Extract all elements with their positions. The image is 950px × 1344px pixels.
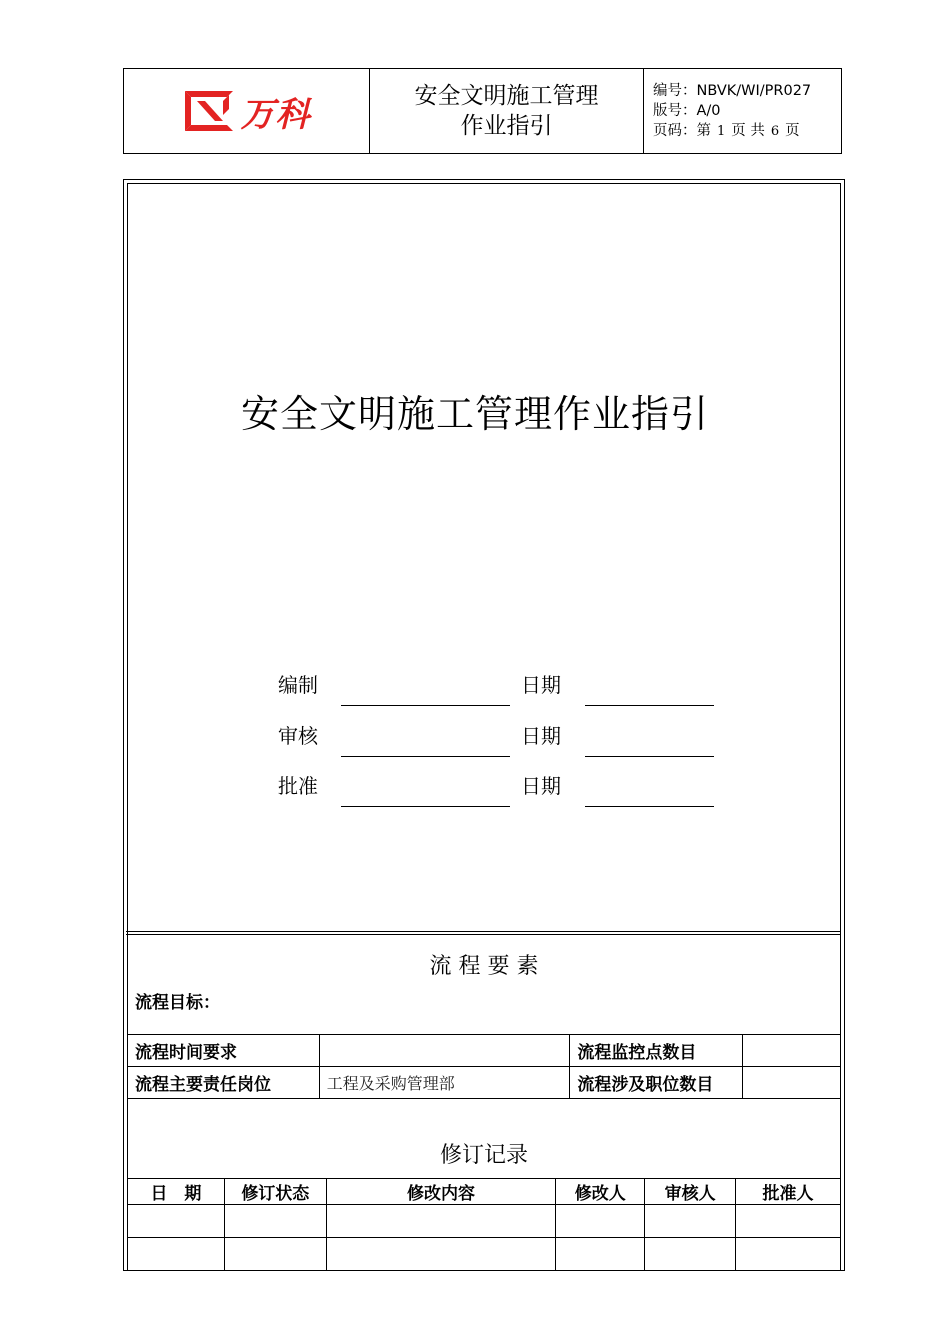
- col-date: 日 期: [128, 1179, 225, 1205]
- sign-line-approve[interactable]: [341, 806, 510, 807]
- col-status: 修订状态: [224, 1179, 326, 1205]
- header-title: [370, 69, 644, 153]
- sign-line-review[interactable]: [341, 756, 510, 757]
- revision-cell[interactable]: [326, 1205, 556, 1238]
- doc-version: 版号：A/0: [653, 103, 721, 119]
- sign-role-review: 审核: [278, 724, 318, 748]
- logo-wordmark: 万科: [240, 94, 311, 135]
- process-goal-label: 流程目标：: [135, 993, 220, 1013]
- sign-role-compile: 编制: [278, 673, 318, 697]
- revision-cell[interactable]: [128, 1238, 225, 1271]
- revision-cell[interactable]: [556, 1238, 645, 1271]
- col-content: 修改内容: [326, 1179, 556, 1205]
- header-meta: [644, 69, 841, 153]
- section-divider-bottom: [126, 934, 840, 935]
- sign-date-label-review: 日期: [521, 724, 561, 748]
- time-requirement-label: 流程时间要求: [128, 1035, 320, 1067]
- revision-cell[interactable]: [736, 1205, 841, 1238]
- col-modifier: 修改人: [556, 1179, 645, 1205]
- positions-count-value[interactable]: [743, 1067, 841, 1099]
- responsible-post-value[interactable]: 工程及采购管理部: [319, 1067, 570, 1099]
- table-row: [128, 1205, 841, 1238]
- revision-header-row: [128, 1179, 841, 1205]
- monitor-points-label: 流程监控点数目: [570, 1035, 743, 1067]
- col-approver: 批准人: [736, 1179, 841, 1205]
- table-row: [128, 1067, 841, 1099]
- col-reviewer: 审核人: [645, 1179, 736, 1205]
- process-info-table: [127, 1034, 841, 1099]
- company-logo: [124, 69, 370, 153]
- positions-count-label: 流程涉及职位数目: [570, 1067, 743, 1099]
- revision-title: 修订记录: [439, 1143, 528, 1168]
- time-requirement-value[interactable]: [319, 1035, 570, 1067]
- revision-cell[interactable]: [326, 1238, 556, 1271]
- responsible-post-label: 流程主要责任岗位: [128, 1067, 320, 1099]
- revision-cell[interactable]: [224, 1205, 326, 1238]
- sign-date-label-approve: 日期: [521, 774, 561, 798]
- revision-cell[interactable]: [645, 1238, 736, 1271]
- sign-date-line-compile[interactable]: [585, 705, 714, 706]
- vanke-logo-icon: [183, 89, 235, 133]
- section-divider-top: [126, 931, 840, 932]
- revision-cell[interactable]: [556, 1205, 645, 1238]
- table-row: [128, 1238, 841, 1271]
- cover-frame: [123, 179, 845, 1271]
- sign-date-line-approve[interactable]: [585, 806, 714, 807]
- revision-cell[interactable]: [645, 1205, 736, 1238]
- revision-cell[interactable]: [128, 1205, 225, 1238]
- elements-title: 流 程 要 素: [429, 954, 539, 979]
- revision-cell[interactable]: [224, 1238, 326, 1271]
- doc-page: 页码：第 1 页 共 6 页: [653, 123, 800, 139]
- header-title-line1: 安全文明施工管理: [414, 83, 599, 109]
- sign-date-line-review[interactable]: [585, 756, 714, 757]
- cover-title: 安全文明施工管理作业指引: [240, 392, 709, 436]
- sign-role-approve: 批准: [278, 774, 318, 798]
- sign-line-compile[interactable]: [341, 705, 510, 706]
- revision-cell[interactable]: [736, 1238, 841, 1271]
- cover-frame-inner: [127, 183, 841, 1270]
- doc-code: 编号：NBVK/WI/PR027: [653, 83, 812, 99]
- monitor-points-value[interactable]: [743, 1035, 841, 1067]
- header-title-line2: 作业指引: [460, 113, 553, 139]
- sign-date-label-compile: 日期: [521, 673, 561, 697]
- revision-table: [127, 1178, 841, 1271]
- document-header: [123, 68, 842, 154]
- table-row: [128, 1035, 841, 1067]
